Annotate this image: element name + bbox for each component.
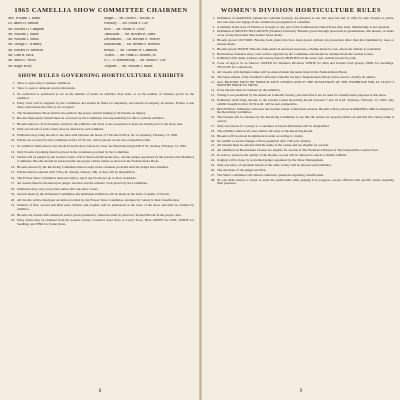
rule-number: 2. [212,24,215,29]
rule-item [208,179,394,186]
rule-number: 9. [12,132,15,137]
chairman-name: Mr. Howard B. Jones [124,32,156,36]
chairman-entry: Host … Mr. Walter E. Lowe [104,27,145,31]
rule-number: 15. [210,106,215,111]
committee-chairmen-list [8,17,194,69]
rule-number: 10. [10,138,15,143]
chairman-role: A. C. S. Membership [104,59,135,63]
chairman-name: Mr. Roger Kelly [8,64,32,68]
chairman-entry: Tickets … Mr. Frank D. Holmes, Sr. [104,54,157,58]
rule-number: 13. [10,155,15,160]
rule-text: Only blooms in judging must be placed in the containers provided by the Committee. [17,149,130,154]
rule-number: 5. [212,46,215,51]
rule-text: Exhibitors may bring blooms to the show hall between the hours of 7:00 and 10:00 A. M. on Saturday, February 13, 1965. [17,132,178,137]
rule-text: The decisions of the judges are final. [217,167,267,172]
rule-number: 14. [210,98,215,103]
rule-number: 25. [210,163,215,167]
chairman-name: Mr. Walter E. Lowe [116,27,145,31]
chairman-name: Mr. Herbert F. Brenton [126,43,160,47]
rule-text: Show is open to amateurs and professionals. [17,86,76,91]
rule-item [8,145,194,149]
rule-number: 15. [10,170,15,175]
rule-item [8,112,194,116]
rule-text: Entries must be entered with 7:00 p.m. Sunday, January 14th, or they will be disqualified. [17,170,136,175]
rule-item [8,199,194,203]
chairman-entry [8,28,98,32]
rule-text: Blooms must be cut from plants owned by the exhibitor and in his or her possession at least one month prior to the show date. [17,121,184,126]
chairman-entry [8,65,98,69]
rule-number: 20. [210,138,215,143]
rule-item [208,76,394,80]
rule-number: 6. [12,116,15,121]
rule-text: ALL BLOOMS MUST BE FROM PLANTS OWNED AND IN THE POSSESSION OF THE EXHIBITOR FOR AT LEAST 3 MONTHS PRIOR TO SHOW. [217,79,394,88]
rule-number: 3. [212,29,215,34]
chairman-role: Publicity [104,22,117,26]
rule-item [208,99,394,106]
chairman-role: Tabulation [104,32,120,36]
page-number: 9 [299,389,303,394]
rule-text: Show is open only to amateur exhibitors. [17,80,72,85]
chairman-entry [8,22,98,26]
rule-item [208,48,394,52]
rule-item [8,123,194,127]
womens-division-rules-list [208,17,394,186]
rule-text: No restriction is positioned as set on the number of plants an exhibitor may enter, or on the number of varieties grown by the exhibitor. [17,91,194,100]
rule-text: Definition of AMATEUR (American Camellia Society): An Amateur is one who does not sell, or offer for sale, blooms or plants, and who does not engage in the commercial propagation of camellias. [217,16,394,24]
chairman-entry: A. C. S. Membership … Mr. Arthur F. Coe [104,59,166,63]
rule-text: Blooms grown OUTSIDE: Blooms from plants that have been grown without any protection other than that furnished by trees or natural shade. [217,38,394,46]
rule-item [208,30,394,37]
chairman-role: Decorations [104,38,122,42]
rule-text: No exhibitor shall remove any bloom from the show before its close, the final time being 8:00 P. M., Sunday, February 14, 1965. [17,143,187,148]
chairman-name: Mrs. William T. Baker [8,17,41,20]
rule-text: Judging will be done by accredited judges appointed by the Show Management. [217,158,324,163]
chairman-entry: Publicity … Mr. Arthur F. Coe [104,22,148,26]
womens-division-title: WOMEN'S DIVISION HORTICULTURE RULES [220,7,382,14]
rule-number: 11. [210,79,215,84]
rule-item [8,117,194,121]
rule-number: 17. [210,123,215,128]
chairman-entry: Decorations … Mr. Howard S. Weaver [104,38,160,42]
rule-text: No exhibit or award changes will be permitted after 7:00 p.m. Sunday. [217,138,312,143]
rule-item [8,166,194,170]
rule-number: 26. [210,167,215,172]
rule-number: 12. [210,88,215,93]
rule-text: All awards must be decided upon judges' decision and the winners' cards placed by the Committee. [17,181,148,186]
rule-item [208,81,394,88]
rule-number: 14. [10,164,15,169]
rule-text: Blooms improperly labeled must be corrected by the Committee, but responsibility for this is with the exhibitor. [17,116,165,121]
rule-number: 28. [210,177,215,182]
rule-number: 7. [12,121,15,126]
rule-number: 8. [12,127,15,132]
chairman-role: Educational [104,43,122,47]
chairman-name: Mr. William T. Baker [122,64,153,68]
rule-item [8,82,194,86]
rule-text: A member in the state of Florida or Georgia or any part of the Southeastern United States may enter. Membership is not required. [217,24,390,29]
rule-item [8,177,194,181]
chairman-role: Judges [104,17,114,20]
rule-number: 12. [10,149,15,154]
chairman-name: Mr. Arthur F. Coe [139,59,166,63]
chairman-name: Mr. Edward D. Campbell [8,27,45,31]
rule-number: 24. [210,158,215,163]
rule-text: Exhibitors may carry away their entries after the show closes. [17,186,99,191]
rule-item [208,17,394,24]
rule-text: Only one entry of specimen bloom of the same variety will be allowed each exhibitor. [217,163,332,167]
rule-text: Blooms grown INSIDE: Blooms from plants in enclosed structures, whether heated or not, where the climate is controlled. [217,46,382,51]
chairman-entry: Judges … Mr. Dorris L. Wilson, Jr. [104,17,155,20]
rule-number: 1. [212,16,215,20]
chairman-role: Host [104,27,111,31]
rule-number: 18. [210,128,215,133]
rule-number: 22. [10,212,15,217]
chairman-entry [8,49,98,53]
rule-number: 1. [12,80,15,85]
rule-text: The Show Committee will answer exhibitors' questions regarding classification. [217,172,324,177]
rule-number: 18. [10,186,15,191]
rule-text: All blooms with multiple names will be entered under the name listed in the Nomenclature Book. [217,69,348,74]
rule-number: 19. [210,133,215,138]
rule-text: The exhibitor must in all cases deliver the entry at the Receiving Room. [217,128,314,133]
rule-number: 13. [210,93,215,98]
rule-item [8,182,194,186]
rule-number: 2. [12,86,15,91]
rule-item [8,128,194,132]
rule-text: The blooms will be checked by the Receiving Committee to see that the entries are properly filled out and that the variety name is correct. [217,115,394,123]
rule-text: In order to preserve the quality of the blooms, no one will be allowed to touch or handle exhibits. [217,153,348,158]
chairman-name: Mr. Frank D. Holmes, Sr. [119,54,157,58]
rule-number: 19. [10,192,15,197]
rule-text: Definition of PROTECTED GROWN (Women's Division): Blooms grown through protection in greenhouses, lath houses, or under cover of any kind other than natural forest shade. [217,29,394,38]
rule-text: Only one bloom of each variety may be entered by each exhibitor. [17,127,105,132]
rule-item [8,214,194,218]
rule-number: 22. [210,148,215,153]
chairman-name: Dr. James H. Benson [8,22,39,26]
rule-item [208,39,394,46]
rule-number: 16. [10,175,15,180]
rule-text: Entry forms may be obtained from the Garden Center, Conners's Seed Store or Levy's Store. Have GREEN for WIN, WHITE for Seedling, and PINK for Under Glass. [17,218,194,227]
rule-number: 7. [212,56,215,61]
rule-item [208,135,394,139]
chairman-name: Mr. Glen B. Beck [8,54,34,58]
rule-number: 5. [12,110,15,115]
rule-item [8,156,194,164]
rule-number: 27. [210,172,215,177]
chairman-entry: Tabulation … Mr. Howard B. Jones [104,32,156,36]
rule-item [208,108,394,115]
chairman-role: Tickets [104,54,115,58]
rule-number: 16. [210,115,215,120]
rule-item [208,130,394,134]
show-rules-title: SHOW RULES GOVERNING HORTICULTURE EXHIBITS [18,72,184,79]
rule-text: All exhibitors in Horticulture Classes are eligible for awards of The Women's Division of The Jacksonville Garden Club. [217,148,379,153]
rule-item [8,139,194,143]
rule-item [208,62,394,69]
rule-number: 21. [10,203,15,208]
rule-item [8,102,194,110]
rule-item [8,188,194,192]
rule-number: 10. [210,74,215,79]
rule-number: 4. [12,101,15,106]
chairman-entry [8,54,98,58]
rule-number: 9. [212,69,215,74]
rule-text: Entries will be judged by the Garden Center of Port Stuart and Riverside Ave., and the judges appointed by the Garden Club Members Committee. Blooms should be entered under the proper variety names as shown in the Nomenclature Book. [17,155,195,163]
page-number: 8 [98,389,102,394]
chairman-entry [8,33,98,37]
rule-text: Exhibitor's full name, address, and variety must be PRINTED on the entry card, written in pencil or ink. [217,56,357,61]
rule-text: Winners of first, second and third place ribbons and trophies will be announced at the close of the show and must be claimed by exhibitor. [17,203,194,212]
rule-text: Wiring is not permitted by the American Camellia Society; provided that it not be used for classification purposes at this show. [217,93,387,98]
rule-text: No one shall remove a bloom or enter the Auditorium while judging is in progress, except officials with specific duties requiring their presence. [217,177,394,186]
right-page [201,0,400,400]
chairman-entry [8,43,98,47]
rule-text: Color of tags to be as follows: GREEN for Women's Division, WHITE for Men and Garden Club groups, PINK for Seedlings, YELLOW for Collections. [217,61,394,70]
chairman-entry [8,59,98,63]
rule-text: All blooms must be entered with the name of the owner and are eligible for awards. [217,143,329,148]
rule-item [208,116,394,123]
rule-text: Extra blooms must be retained by the exhibitor. [217,88,281,93]
chairman-name: Mr. George L. Whitney [8,43,42,47]
rule-number: 4. [212,38,215,43]
rule-text: Exhibitors shall bring blooms to the Garden Center Receiving Room between 7 and 10 A.M. Saturday, February 13, 1965. Any exhibit brought in after 10:30 A.M. will be non-competitive. [217,98,394,106]
chairman-name: Mr. William T. Baker [8,32,39,36]
rule-text: The latest edition of the Southern California Camellia Society's Nomenclature Book will be used to classify all entries. [217,74,376,79]
rule-text: Blooms will be placed in alphabetical order according to variety. [217,133,304,138]
rule-item [8,171,194,175]
rule-number: 23. [210,153,215,158]
chairman-role: Results [104,48,115,52]
rule-text: RECEIVING: Exhibitors will enter the Garden Center at Riverside Avenue. Blooms will be placed in PARKING AREA assigned by the Receiving Committee. [217,106,394,115]
rule-text: All blooms will be displayed on tables provided by the Flower Show Committee, arranged by variety in their classification. [17,197,180,202]
rule-text: Horticulture Standard entry cards will be supplied by the Committee and should be obtained from the Garden Center. [217,51,374,56]
chairman-name: Mr. Howard S. Weaver [126,38,160,42]
rule-item [208,174,394,178]
rule-item [8,193,194,197]
rule-number: 21. [210,143,215,148]
rule-text: Blooms not treated with chemicals will be given preference; otherwise shall be placed as 'Treated Bloom' in the proper class. [17,212,182,217]
chairman-entry [8,17,98,21]
chairman-name: Mr. Thomas W. Cimmons [119,48,158,52]
rule-text: Awards made by the Permanent Committee and individual exhibitors will be made on the basis of quality of bloom. [17,192,170,197]
chairman-name: Mr. Dorris L. Wilson, Jr. [119,17,155,20]
show-rules-list [8,82,194,228]
rule-number: 11. [11,143,15,148]
rule-item [8,93,194,101]
rule-number: 17. [10,181,15,186]
chairman-name: Mr. Edward H. Berntsch [8,48,44,52]
chairman-role: Trophies [104,64,117,68]
committee-chairmen-title: 1965 CAMELLIA SHOW COMMITTEE CHAIRMEN [14,7,188,14]
rule-item [8,134,194,138]
rule-item [8,151,194,155]
rule-number: 20. [10,197,15,202]
rule-text: Only one bloom of a variety to a container. A bloom mislabeled will be disqualified. [217,123,330,128]
rule-number: 23. [10,218,15,223]
chairman-entry: Results … Mr. Thomas W. Cimmons [104,48,158,52]
chairman-entry: Educational … Mr. Herbert F. Brenton [104,43,160,47]
rule-text: Blooms entered by the Receiving Committee must be kept in the container provided until the judges have finished. [17,164,169,169]
rule-number: 3. [12,91,15,96]
rule-number: 8. [212,61,215,66]
chairman-name: Mr. Arthur F. Coe [122,22,148,26]
rule-number: 6. [212,51,215,56]
rule-item [8,219,194,227]
rule-text: Entry cards will be supplied by the Committee and should be filled in completely, and should accompany all entries. Failure to use these cards means the entry is not accepted. [17,101,194,110]
rule-text: The Flower Show Committee takes the right to reject any bloom not up to show standards. [17,175,137,180]
chairman-entry: Trophies … Mr. William T. Baker [104,64,153,68]
rule-text: Entries not received by the Committee before 10:30 a.m. will be placed on the non-competitive table. [17,138,151,143]
chairman-entry [8,38,98,42]
rule-item [8,87,194,91]
chairman-name: Mr. William T. Smith [8,38,39,42]
rule-item [8,204,194,212]
rule-text: The Nomenclature Book shall be the guide in the proper varietal naming of all blooms on display. [17,110,146,115]
chairman-name: Mr. Miles E. Wood [8,59,36,63]
